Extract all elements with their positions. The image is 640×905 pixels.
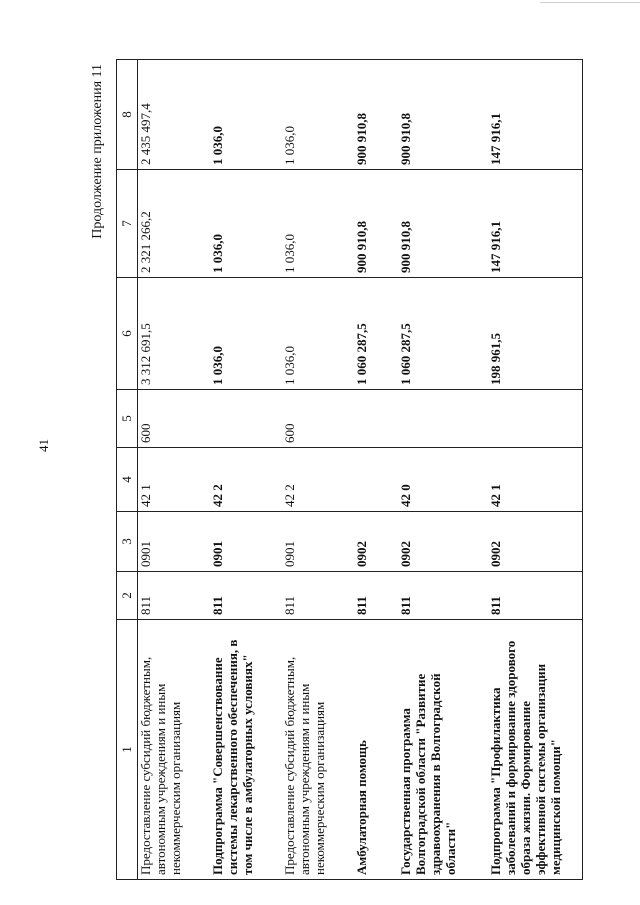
table-row xyxy=(282,60,354,880)
row-name: Подпрограмма "Совершенствование системы лекарственного обеспечения, в том числе в амбулаторных условиях" xyxy=(210,620,282,880)
row-code-col4: 42 2 xyxy=(282,448,354,512)
row-code-col4: 42 2 xyxy=(210,448,282,512)
row-code-col3: 0901 xyxy=(282,512,354,572)
header-col-8: 8 xyxy=(117,60,138,170)
row-code-col5 xyxy=(398,390,488,448)
row-amount-col8: 900 910,8 xyxy=(398,60,488,170)
row-name: Государственная программа Волгоградской области "Развитие здравоохранения в Волгоградской области" xyxy=(398,620,488,880)
row-code-col4: 42 1 xyxy=(138,448,211,512)
row-amount-col7: 2 321 266,2 xyxy=(138,170,211,278)
row-code-col2: 811 xyxy=(210,572,282,620)
row-code-col3: 0901 xyxy=(210,512,282,572)
row-code-col3: 0901 xyxy=(138,512,211,572)
header-col-2: 2 xyxy=(117,572,138,620)
row-code-col5: 600 xyxy=(282,390,354,448)
row-amount-col8: 1 036,0 xyxy=(282,60,354,170)
header-col-3: 3 xyxy=(117,512,138,572)
row-code-col3: 0902 xyxy=(488,512,583,572)
table-row xyxy=(398,60,488,880)
row-amount-col6: 1 060 287,5 xyxy=(354,278,398,390)
row-amount-col8: 1 036,0 xyxy=(210,60,282,170)
row-code-col5 xyxy=(354,390,398,448)
top-edge-line xyxy=(540,2,640,3)
table-row xyxy=(138,60,211,880)
row-code-col2: 811 xyxy=(488,572,583,620)
row-amount-col8: 147 916,1 xyxy=(488,60,583,170)
table-row xyxy=(354,60,398,880)
row-amount-col6: 1 036,0 xyxy=(210,278,282,390)
row-amount-col8: 900 910,8 xyxy=(354,60,398,170)
row-amount-col7: 1 036,0 xyxy=(282,170,354,278)
row-code-col3: 0902 xyxy=(354,512,398,572)
row-name: Подпрограмма "Профилактика заболеваний и формирование здорового образа жизни. Формирование эффективной системы организации медицинской помощи" xyxy=(488,620,583,880)
header-col-6: 6 xyxy=(117,278,138,390)
row-name: Предоставление субсидий бюджетным, автономным учреждениям и иным некоммерческим организациям xyxy=(138,620,211,880)
row-code-col2: 811 xyxy=(354,572,398,620)
row-code-col2: 811 xyxy=(398,572,488,620)
row-name: Амбулаторная помощь xyxy=(354,620,398,880)
row-code-col3: 0902 xyxy=(398,512,488,572)
row-amount-col8: 2 435 497,4 xyxy=(138,60,211,170)
appendix-caption: Продолжение приложения 11 xyxy=(90,64,105,239)
row-name: Предоставление субсидий бюджетным, автономным учреждениям и иным некоммерческим организациям xyxy=(282,620,354,880)
row-code-col2: 811 xyxy=(138,572,211,620)
row-code-col5 xyxy=(210,390,282,448)
rotated-sheet xyxy=(90,60,570,880)
header-col-7: 7 xyxy=(117,170,138,278)
header-row xyxy=(117,60,138,880)
page-number: 41 xyxy=(36,439,51,452)
row-amount-col6: 1 060 287,5 xyxy=(398,278,488,390)
row-code-col5: 600 xyxy=(138,390,211,448)
row-code-col4 xyxy=(354,448,398,512)
row-amount-col7: 900 910,8 xyxy=(398,170,488,278)
table-row xyxy=(488,60,583,880)
row-code-col4: 42 0 xyxy=(398,448,488,512)
row-amount-col6: 198 961,5 xyxy=(488,278,583,390)
row-code-col5 xyxy=(488,390,583,448)
row-amount-col7: 147 916,1 xyxy=(488,170,583,278)
row-amount-col7: 1 036,0 xyxy=(210,170,282,278)
table-row xyxy=(210,60,282,880)
row-amount-col7: 900 910,8 xyxy=(354,170,398,278)
header-col-1: 1 xyxy=(117,620,138,880)
header-col-4: 4 xyxy=(117,448,138,512)
budget-table xyxy=(116,59,583,880)
row-amount-col6: 1 036,0 xyxy=(282,278,354,390)
row-code-col2: 811 xyxy=(282,572,354,620)
row-code-col4: 42 1 xyxy=(488,448,583,512)
row-amount-col6: 3 312 691,5 xyxy=(138,278,211,390)
header-col-5: 5 xyxy=(117,390,138,448)
